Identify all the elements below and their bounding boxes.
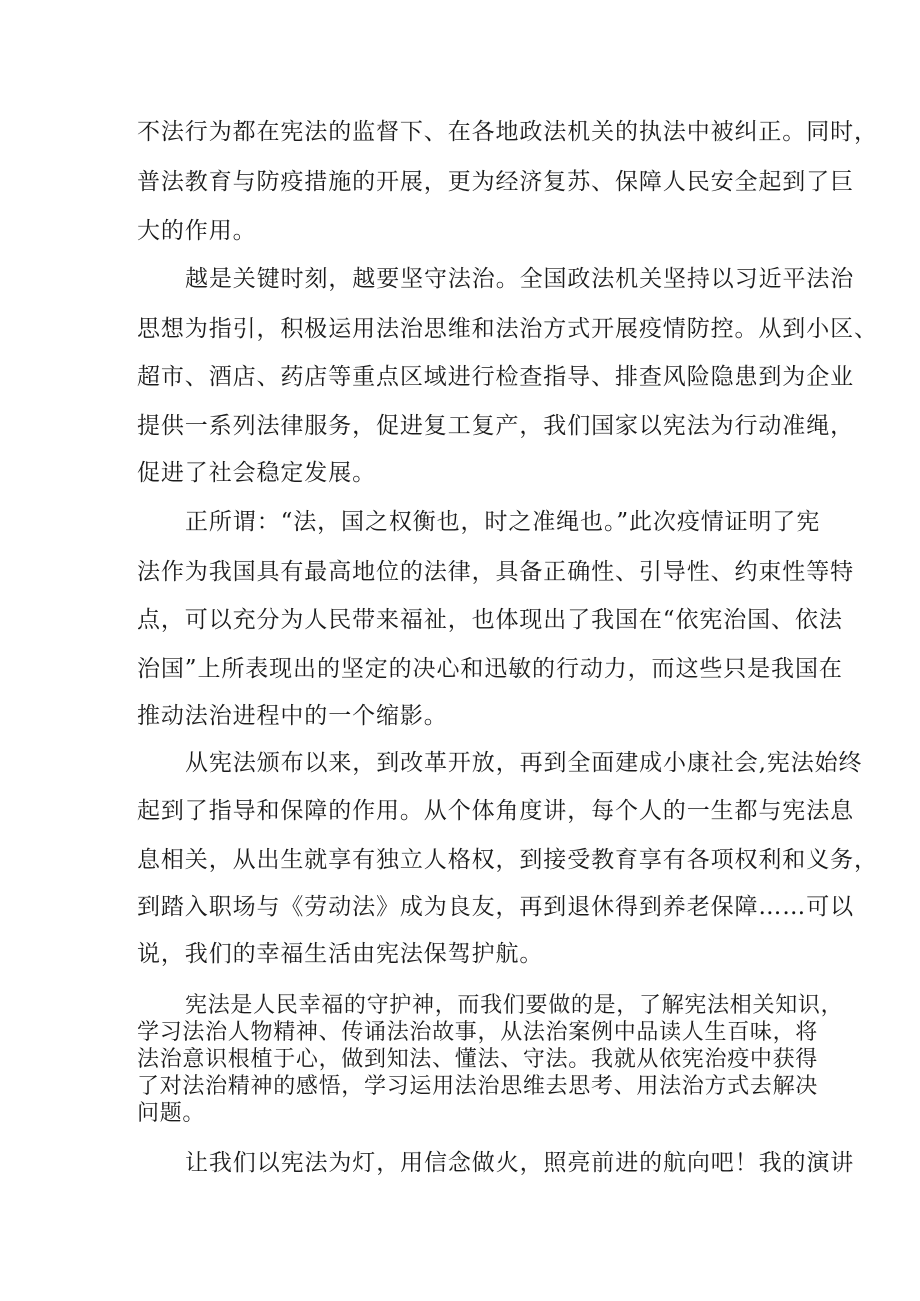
text-line: 学习法治人物精神、传诵法治故事，从法治案例中品读人生百味，将 xyxy=(137,1020,819,1045)
text-line: 到踏入职场与《劳动法》成为良友，再到退休得到养老保障……可以 xyxy=(137,894,854,920)
text-line: 息相关，从出生就享有独立人格权，到接受教育享有各项权利和义务， xyxy=(137,847,878,873)
text-line: 推动法治进程中的一个缩影。 xyxy=(137,703,448,729)
text-line: 宪法是人民幸福的守护神，而我们要做的是，了解宪法相关知识， xyxy=(185,993,844,1018)
text-line: 越是关键时刻，越要坚守法治。全国政法机关坚持以习近平法治 xyxy=(185,266,855,292)
text-line: 了对法治精神的感悟，学习运用法治思维去思考、用法治方式去解决 xyxy=(137,1074,819,1099)
text-line: 治国”上所表现出的坚定的决心和迅敏的行动力，而这些只是我国在 xyxy=(137,656,843,682)
text-line: 不法行为都在宪法的监督下、在各地政法机关的执法中被纠正。同时， xyxy=(137,119,878,145)
text-line: 法作为我国具有最高地位的法律，具备正确性、引导性、约束性等特 xyxy=(137,559,854,585)
text-line: 大的作用。 xyxy=(137,218,257,244)
text-line: 点，可以充分为人民带来福祉，也体现出了我国在“依宪治国、依法 xyxy=(137,607,843,633)
text-line: 思想为指引，积极运用法治思维和法治方式开展疫情防控。从到小区、 xyxy=(137,316,878,342)
text-line: 问题。 xyxy=(137,1101,206,1126)
text-line: 提供一系列法律服务，促进复工复产，我们国家以宪法为行动准绳， xyxy=(137,413,854,439)
text-line: 从宪法颁布以来，到改革开放，再到全面建成小康社会,宪法始终 xyxy=(185,750,863,776)
text-line: 超市、酒店、药店等重点区域进行检查指导、排查风险隐患到为企业 xyxy=(137,364,854,390)
text-line: 让我们以宪法为灯，用信念做火，照亮前进的航向吧！我的演讲 xyxy=(185,1150,855,1176)
text-line: 起到了指导和保障的作用。从个体角度讲，每个人的一生都与宪法息 xyxy=(137,798,854,824)
text-line: 普法教育与防疫措施的开展，更为经济复苏、保障人民安全起到了巨 xyxy=(137,169,854,195)
text-line: 促进了社会稳定发展。 xyxy=(137,460,376,486)
text-line: 说，我们的幸福生活由宪法保驾护航。 xyxy=(137,941,544,967)
text-line: 正所谓：“法，国之权衡也，时之准绳也。”此次疫情证明了宪 xyxy=(185,509,821,535)
text-line: 法治意识根植于心，做到知法、懂法、守法。我就从依宪治疫中获得 xyxy=(137,1047,819,1072)
